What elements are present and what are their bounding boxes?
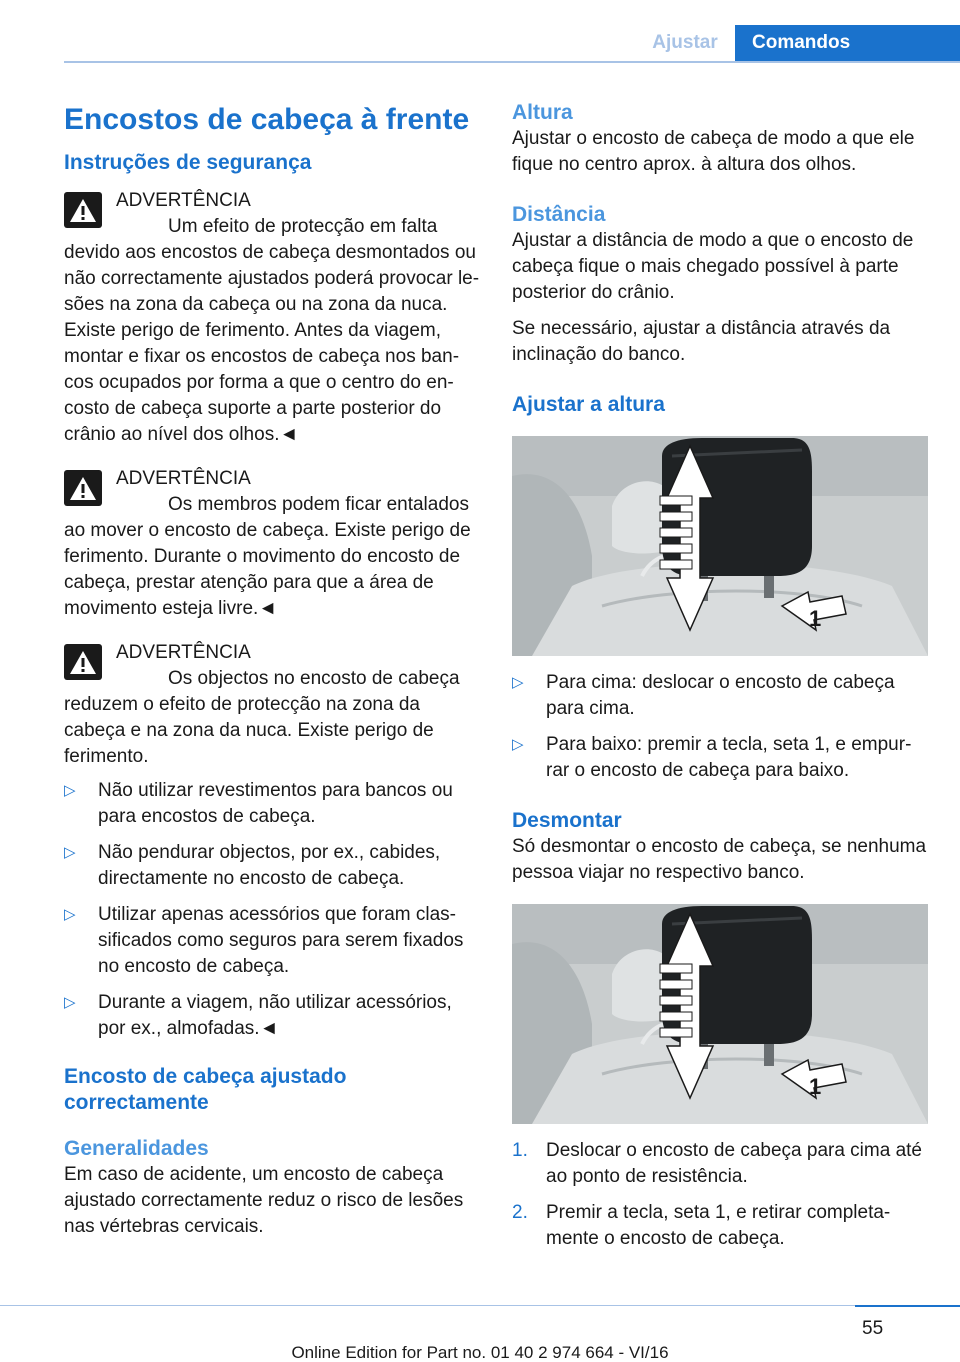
list-item: 1. Deslocar o encosto de cabeça para cima até ao ponto de resistência.	[512, 1140, 922, 1187]
page-number: 55	[862, 1318, 884, 1339]
distance-heading: Distância	[512, 203, 606, 226]
step-number: 1.	[512, 1140, 528, 1161]
warning-triangle-icon	[64, 644, 102, 680]
footer-edition: Online Edition for Part no. 01 40 2 974 664 - VI/16	[291, 1343, 669, 1362]
warning-label: ADVERTÊNCIA	[116, 642, 251, 663]
warning-text-content: Os membros podem ficar entalados ao mover o encosto de cabeça. Existe perigo de ferimento. Durante o movimento do encosto de cabeça, prestar atenção para que a área de movimento esteja livre.◄	[64, 494, 471, 619]
adjust-list	[512, 670, 928, 784]
general-text: Em caso de acidente, um encosto de cabeça ajustado correctamente reduz o risco de lesões nas vértebras cervicais.	[64, 1164, 464, 1237]
list-item: 2. Premir a tecla, seta 1, e retirar completamente o encosto de cabeça.	[512, 1202, 891, 1249]
warning-label: ADVERTÊNCIA	[116, 468, 251, 489]
warning-text-content: Os objectos no encosto de cabeça reduzem o efeito de protecção na zona da cabeça e na zona da nuca. Existe perigo de ferimento.	[64, 668, 460, 767]
list-item: ▷ Para cima: deslocar o encosto de cabeça para cima.	[512, 672, 895, 719]
left-column	[64, 100, 480, 1240]
height-text: Ajustar o encosto de cabeça de modo a que ele fique no centro aprox. à altura dos olhos.	[512, 128, 915, 175]
general-heading: Generalidades	[64, 1137, 209, 1160]
warning-block	[64, 188, 480, 448]
safety-heading: Instruções de segurança	[64, 151, 312, 174]
warning-block	[64, 466, 480, 622]
triangle-bullet-icon: ▷	[64, 994, 76, 1011]
tab-chapter[interactable]: Comandos	[735, 25, 960, 61]
right-column	[512, 100, 928, 1274]
step-number: 2.	[512, 1202, 528, 1223]
list-item: ▷ Durante a viagem, não utilizar acessórios, por ex., almofadas.◄	[64, 992, 452, 1039]
triangle-bullet-icon: ▷	[64, 906, 76, 923]
warning-text	[64, 214, 480, 448]
list-item: ▷ Não pendurar objectos, por ex., cabides, directamente no encosto de cabeça.	[64, 842, 441, 889]
warning-triangle-icon	[64, 470, 102, 506]
remove-heading: Desmontar	[512, 809, 622, 832]
headrest-remove-image	[512, 904, 928, 1124]
tab-section[interactable]: Ajustar	[652, 32, 718, 53]
warning-text	[64, 492, 480, 622]
distance-text-2: Se necessário, ajustar a distância através da inclinação do banco.	[512, 318, 891, 365]
list-item: ▷ Não utilizar revestimentos para bancos ou para encostos de cabeça.	[64, 780, 453, 827]
warning-text-content: Um efeito de protecção em falta devido aos encostos de cabeça desmontados ou não correctamente ajustados poderá provocar lesões na zona da cabeça ou na zona da nuca. Existe perigo de ferimento. Antes da viagem, montar e fixar os encostos de cabeça nos bancos ocupados por forma a que o centro do encosto de cabeça suporte a parte posterior do crânio ao nível dos olhos.◄	[64, 216, 480, 445]
callout-number: 1	[809, 606, 822, 631]
warning-text	[64, 666, 480, 770]
footer-rule	[0, 1305, 896, 1306]
triangle-bullet-icon: ▷	[512, 736, 524, 753]
list-item: ▷ Para baixo: premir a tecla, seta 1, e empurrar o encosto de cabeça para baixo.	[512, 734, 912, 781]
triangle-bullet-icon: ▷	[64, 844, 76, 861]
adjust-heading: Ajustar a altura	[512, 393, 665, 416]
correct-heading: Encosto de cabeça ajustado correctamente	[64, 1065, 347, 1114]
page-title: Encostos de cabeça à frente	[64, 103, 470, 136]
header-tabs	[635, 25, 960, 61]
footer-accent-rule	[855, 1305, 960, 1307]
warning-block	[64, 640, 480, 770]
list-item: ▷ Utilizar apenas acessórios que foram classificados como seguros para serem fixados no encosto de cabeça.	[64, 904, 464, 977]
header-rule	[64, 61, 960, 63]
triangle-bullet-icon: ▷	[64, 782, 76, 799]
triangle-bullet-icon: ▷	[512, 674, 524, 691]
warning-label: ADVERTÊNCIA	[116, 190, 251, 211]
warning-triangle-icon	[64, 192, 102, 228]
distance-text-1: Ajustar a distância de modo a que o encosto de cabeça fique o mais chegado possível à parte posterior do crânio.	[512, 230, 914, 303]
remove-text: Só desmontar o encosto de cabeça, se nenhuma pessoa viajar no respectivo banco.	[512, 836, 927, 883]
headrest-adjust-image	[512, 436, 928, 656]
height-heading: Altura	[512, 101, 573, 124]
remove-steps	[512, 1138, 928, 1252]
callout-number: 1	[809, 1074, 822, 1099]
warning-list	[64, 778, 480, 1042]
